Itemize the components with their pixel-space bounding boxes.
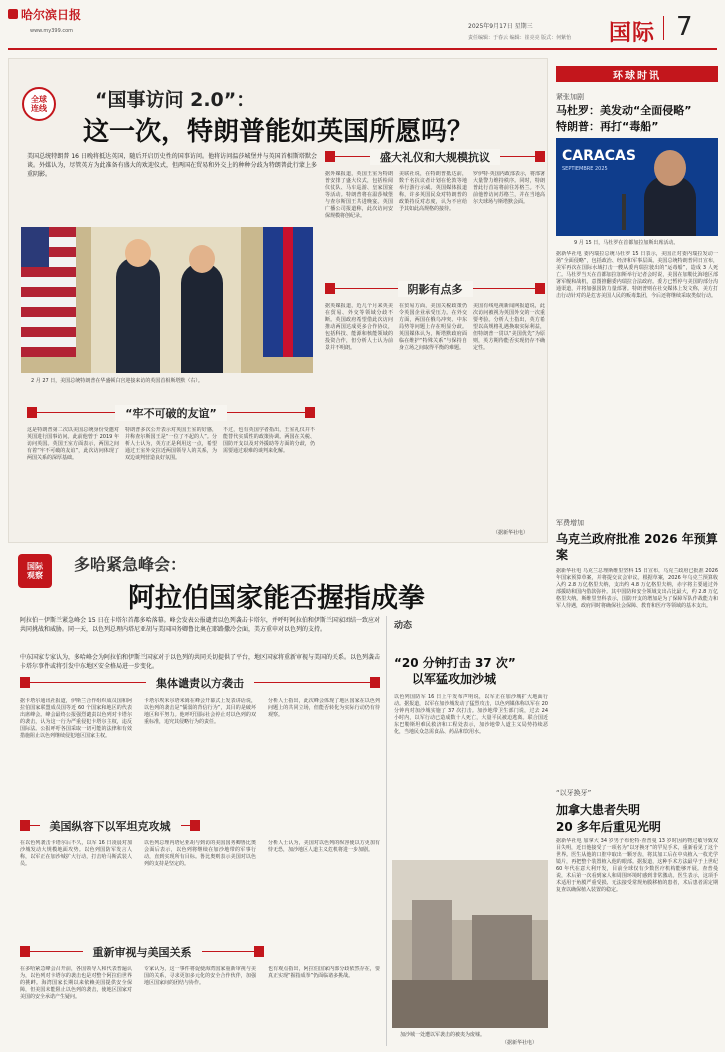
person-left-head bbox=[125, 239, 151, 267]
canada-text: 据新华社电 加拿大 34 岁男子布伦特·查普曼 13 岁时因药物过敏导致双目失明，近日他接受了一项名为“以牙换牙”的罕见手术，重新看见了这个世界。医生从他的口腔中取出一颗牙齿，将其加工后在中央植入一枚光学镜片，再把整个装置植入他的眼部。据报道，这种手术方法最早于上世纪 60 年代在意大利开发，目前全球仅有少数医疗机构能够开展。查普曼说，术后第一次看到家人和周围环境时感到非常激动。医生表示，这项手术适用于角膜严重受损、无法接受常规角膜移植的患者，术后患者需定期复查以确保植入装置的稳定。 bbox=[556, 838, 718, 893]
flag-left-canton bbox=[21, 227, 49, 267]
maduro-photo-caption: 9 月 15 日，马杜罗在首都加拉加斯出席活动。 bbox=[574, 240, 679, 246]
section3-col3: 不过，也有英国学者指出，王室礼仪并不能替代实质性的政策协调。两国在关税、国防开支以及对外援助等方面的分歧，仍需要通过艰难的谈判来化解。 bbox=[223, 427, 315, 454]
side-text: 以色列国防军 16 日上午发布声明说，以军正在加沙城扩大地面行动。据报道，以军在加沙城发动了猛烈攻击，以色列媒体称以军在 20 分钟内对加沙城实施了 37 次打击。加沙地带卫生部门说，过去 24 小时内，以军行动已造成数十人死亡，大量平民被迫逃离。联合国近东巴勒斯坦难民救济和工程处表示，加沙地带人道主义局势持续恶化，当地民众急需食品、药品和饮用水。 bbox=[394, 694, 548, 735]
s3-col2: 专家认为，这一事件将促使海湾国家重新审视与美国的关系，寻求更加多元化的安全合作伙伴，加强地区国家间的团结与协作。 bbox=[144, 966, 256, 986]
bottom-headline: 阿拉伯国家能否握指成拳 bbox=[128, 583, 425, 614]
main-photo-caption: 2 月 27 日，美国总统特朗普在华盛顿白宫迎接来访的英国首相斯塔默（右）。 bbox=[31, 378, 203, 384]
s1-col3: 分析人士指出，此次峰会体现了地区国家在以色列问题上的共同立场，但能否转化为实际行动仍有待观察。 bbox=[268, 698, 380, 718]
section2-col1: 据英媒报道，近几个月来英美在贸易、外交等领域分歧不断。英国政府希望借此次访问推动两国达成更多合作协议，包括科技、能源和核能领域的投资合作，但分析人士认为前景并不明朗。 bbox=[325, 303, 393, 351]
maduro-text: 据新华社电 委内瑞拉总统马杜罗 15 日表示，美国正对委内瑞拉发动一场“全面侵略”，包括政治、经济和军事层面。美国总统特朗普同日宣布，美军再次在国际水域打击一艘从委内瑞拉驶出的“运毒船”，造成 3 人死亡。马杜罗当天在首都加拉加斯举行记者会时说，美国在加勒比海地区部署军舰和战机，意图推翻委内瑞拉合法政府。委方已暂停与美国的部分沟通渠道，并将加强国防力量部署。特朗普则在社交媒体上发文称，美方打击行动针对的是危害美国人民的贩毒集团，今后还将继续采取类似行动。 bbox=[556, 251, 718, 299]
world-news-title: 环球时讯 bbox=[613, 70, 661, 82]
section2-col2: 在贸易方面，美国关税政策仍令英国企业承受压力。在外交方面，两国在俄乌冲突、中东局势等问题上存在明显分歧。英国媒体认为，斯塔默政府面临在维护“特殊关系”与保持自身立场之间取得平衡的难题。 bbox=[399, 303, 467, 351]
section-divider bbox=[663, 16, 664, 40]
s3-banner bbox=[20, 944, 264, 959]
world-news-banner bbox=[556, 66, 718, 82]
masthead-date: 2025年9月17日 星期三 bbox=[468, 23, 533, 30]
main-lead: 美国总统特朗普 16 日晚将抵达英国，随后开启历史性的国事访问。他将访问温莎城堡并与英国首相斯塔默会谈。外媒认为，尽管英方为此准备有盛大的欢迎仪式，但两国在贸易和外交上的种种分歧为特朗普此行蒙上多重阴影。 bbox=[27, 153, 317, 178]
s3-col1: 在多哈紧急峰会召开前，各国领导人和代表普遍认为，以色列对卡塔尔的袭击也是对整个阿拉伯世界的挑衅。海湾国家长期以来依赖美国提供安全保障，但美国未能阻止以色列的袭击，使地区国家对美国的安全承诺产生疑问。 bbox=[20, 966, 132, 1000]
s2-banner bbox=[20, 818, 200, 833]
s1-title: 集体谴责以方袭击 bbox=[146, 675, 254, 691]
main-kicker: “国事访问 2.0”： bbox=[95, 89, 256, 111]
bottom-story bbox=[8, 548, 548, 1048]
side-tag: 动态 bbox=[394, 621, 413, 631]
tag-tooth: “以牙换牙” bbox=[556, 789, 592, 797]
intl-observe-badge bbox=[18, 554, 52, 588]
section1-title: 盛大礼仪和大规模抗议 bbox=[370, 149, 500, 165]
s2-title: 美国纵容下以军坦克攻城 bbox=[40, 818, 181, 834]
badge-text: 国际 bbox=[27, 562, 43, 571]
tag-tension: 紧张加剧 bbox=[556, 93, 584, 101]
badge-text: 全球 bbox=[31, 95, 47, 104]
photo-rubble bbox=[392, 980, 548, 1028]
section1-col1: 据外媒报道，英国王室为特朗普安排了盛大仪式，包括检阅仪仗队、马车巡游、皇家国宴等活动。特朗普将在温莎城堡与查尔斯国王共进晚宴。英国广播公司报道称，此次访问安保规模将创纪录。 bbox=[325, 171, 393, 219]
maduro-headline-2: 特朗普：再打“毒船” bbox=[556, 120, 659, 133]
section-label: 国际 bbox=[609, 21, 656, 46]
main-headline: 这一次，特朗普能如英国所愿吗？ bbox=[83, 117, 474, 147]
s3-col3: 也有观点指出，阿拉伯国家内部分歧依然存在，要真正实现“握指成拳”仍面临诸多挑战。 bbox=[268, 966, 380, 979]
global-link-badge bbox=[22, 87, 56, 121]
person-left bbox=[116, 257, 160, 373]
s1-col2: 卡塔尔埃米尔塔米姆在峰会开幕式上发表讲话说，以色列的袭击是“懦弱的背信行为”，其目的是破坏地区和平努力。他呼吁国际社会停止对以色列的双重标准，追究其侵略行为的责任。 bbox=[144, 698, 256, 725]
tag-military: 军费增加 bbox=[556, 519, 584, 527]
section3-banner bbox=[27, 405, 315, 420]
microphone-icon bbox=[622, 194, 626, 230]
trump-starmer-photo bbox=[21, 227, 313, 373]
section1-col3: 罗伊特·英国内政部表示，将部署大量警力维持秩序。同时，特朗普此行首站将前往苏格兰。不久前他曾访问苏格兰，并在当地高尔夫球场与斯塔默会面。 bbox=[473, 171, 545, 205]
photo-person-head bbox=[654, 150, 686, 186]
canada-headline-2: 20 多年后重见光明 bbox=[556, 820, 661, 834]
logo-icon bbox=[8, 9, 18, 19]
side-divider bbox=[386, 616, 387, 1046]
canada-headline-1: 加拿大患者失明 bbox=[556, 803, 641, 817]
main-story bbox=[8, 58, 548, 543]
gaza-photo-caption: 加沙城一处遭以军袭击的被夷为废墟。 bbox=[400, 1032, 486, 1038]
bottom-kicker: 多哈紧急峰会： bbox=[74, 555, 187, 574]
bottom-lead: 阿拉伯－伊斯兰紧急峰会 15 日在卡塔尔首都多哈落幕。峰会发表公报谴责以色列袭击卡塔尔，并呼吁阿拉伯和伊斯兰国家团结一致应对共同挑战和威胁。同一天，以色列总理内塔尼亚胡与美国国务卿鲁比奥在耶路撒冷会面，美方重申对以色列的支持。 bbox=[20, 617, 380, 633]
logo-text: 哈尔滨日报 bbox=[21, 8, 82, 22]
section1-banner bbox=[325, 149, 545, 164]
ukraine-text: 据新华社电 乌克兰总理斯维里坚科 15 日宣布，乌克兰政府已批准 2026 年国家预算草案，并将提交议会审议。根据草案，2026 年乌克兰预算收入约 2.8 万亿格里夫纳，支出约 4.8 万亿格里夫纳，赤字将主要通过外部援助和国内借款弥补。其中国防和安全领域支出占比最大，约 2.8 万亿格里夫纳。斯维里坚科表示，国防开支的增加是为了保障军队作战能力和军人待遇，政府同时将确保社会保障、教育和医疗等领域的基本支出。 bbox=[556, 568, 718, 609]
s3-title: 重新审视与美国关系 bbox=[83, 944, 202, 960]
photo-stage-text: CARACAS bbox=[562, 148, 636, 164]
s2-col1: 在以色列袭击卡塔尔后不久，以军 16 日凌晨对加沙城发动大规模地面攻势。以色列国防军发言人称，以军正在加沙城扩大行动，打击哈马斯武装人员。 bbox=[20, 840, 132, 867]
s2-col3: 分析人士认为，美国对以色列的纵容使以方更加有恃无恐，加沙地区人道主义危机将进一步加剧。 bbox=[268, 840, 380, 853]
s1-col1: 据卡塔尔通讯社报道，伊斯兰合作组织成员国和阿拉伯国家联盟成员国等近 60 个国家和地区的代表出席峰会。峰会最终公报强烈谴责以色列对卡塔尔的袭击，认为这一行为严重侵犯卡塔尔主权，违反国际法。公报呼吁各国采取一切可能的法律和有效措施阻止以色列继续侵犯地区国家主权。 bbox=[20, 698, 132, 739]
person-right-head bbox=[189, 245, 215, 273]
maduro-headline-1: 马杜罗：美发动“全面侵略” bbox=[556, 104, 692, 117]
bottom-lead-2: 中东国家专家认为，多哈峰会为阿拉伯和伊斯兰国家对于以色列的共同关切提供了平台，地区国家将重新审视与美国的关系。以色列袭击卡塔尔事件或将引发中东地区安全格局进一步变化。 bbox=[20, 654, 380, 670]
side-byline: （据新华社电） bbox=[502, 1040, 538, 1046]
masthead-rule bbox=[8, 48, 717, 50]
maduro-photo bbox=[556, 138, 718, 236]
masthead-url: www.my399.com bbox=[30, 28, 74, 34]
side-headline-1: “20 分钟打击 37 次” bbox=[394, 656, 516, 670]
masthead-editors: 责任编辑：于春云 编辑：崔亮亮 版式：何紫怡 bbox=[468, 35, 572, 41]
badge-text-2: 连线 bbox=[31, 104, 47, 113]
page-number: 7 bbox=[676, 12, 693, 42]
side-headline-2: 以军猛攻加沙城 bbox=[412, 672, 497, 686]
person-right bbox=[181, 263, 223, 373]
masthead bbox=[0, 0, 725, 56]
section1-col2: 美联社说，在特朗普抵达前，数千名抗议者计划在伦敦等地举行游行示威。英国媒体报道称，许多英国民众对特朗普的政策持反对态度，认为不应给予其如此高规格的接待。 bbox=[399, 171, 467, 212]
s1-banner bbox=[20, 675, 380, 690]
main-byline: （据新华社电） bbox=[493, 530, 529, 536]
section2-col3: 美国有线电视新闻网报道说，此次访问被视为英国外交的一次重要考验。分析人士指出，英方希望以高规格礼遇换取实际利益，但特朗普一贯以“美国优先”为原则，英方期待能否实现仍存不确定性。 bbox=[473, 303, 545, 351]
flag-right-cross bbox=[283, 227, 293, 357]
section2-title: 阴影有点多 bbox=[398, 281, 473, 297]
gaza-ruins-photo bbox=[392, 860, 548, 1028]
s2-col2: 以色列总理内塔尼亚胡与到访的美国国务卿鲁比奥会面后表示，以色列将继续在加沙地带的军事行动，直到实现所有目标。鲁比奥则表示美国对以色列的支持是坚定的。 bbox=[144, 840, 256, 867]
section3-title: “牢不可破的友谊” bbox=[115, 405, 226, 421]
section3-col1: 这是特朗普第二次以美国总统身份受邀对英国进行国事访问。此前他曾于 2019 年访问英国。英国王室方面表示，两国之间有着“牢不可破的友谊”，此次访问体现了两国关系的深厚基础。 bbox=[27, 427, 119, 461]
section2-banner bbox=[325, 281, 545, 296]
badge-text-2: 观察 bbox=[27, 571, 43, 580]
photo-building bbox=[412, 900, 452, 990]
newspaper-logo bbox=[8, 6, 82, 28]
right-column bbox=[556, 58, 718, 1048]
section3-col2: 特朗普多次公开表示对英国王室的好感，并称查尔斯国王是“一位了不起的人”。分析人士认为，英方正是利用这一点，希望通过王室外交拉近两国领导人的关系，为双边谈判营造良好氛围。 bbox=[125, 427, 217, 461]
photo-stage-subtext: SEPTIEMBRE 2025 bbox=[562, 166, 608, 172]
ukraine-headline: 乌克兰政府批准 2026 年预算案 bbox=[556, 532, 718, 562]
